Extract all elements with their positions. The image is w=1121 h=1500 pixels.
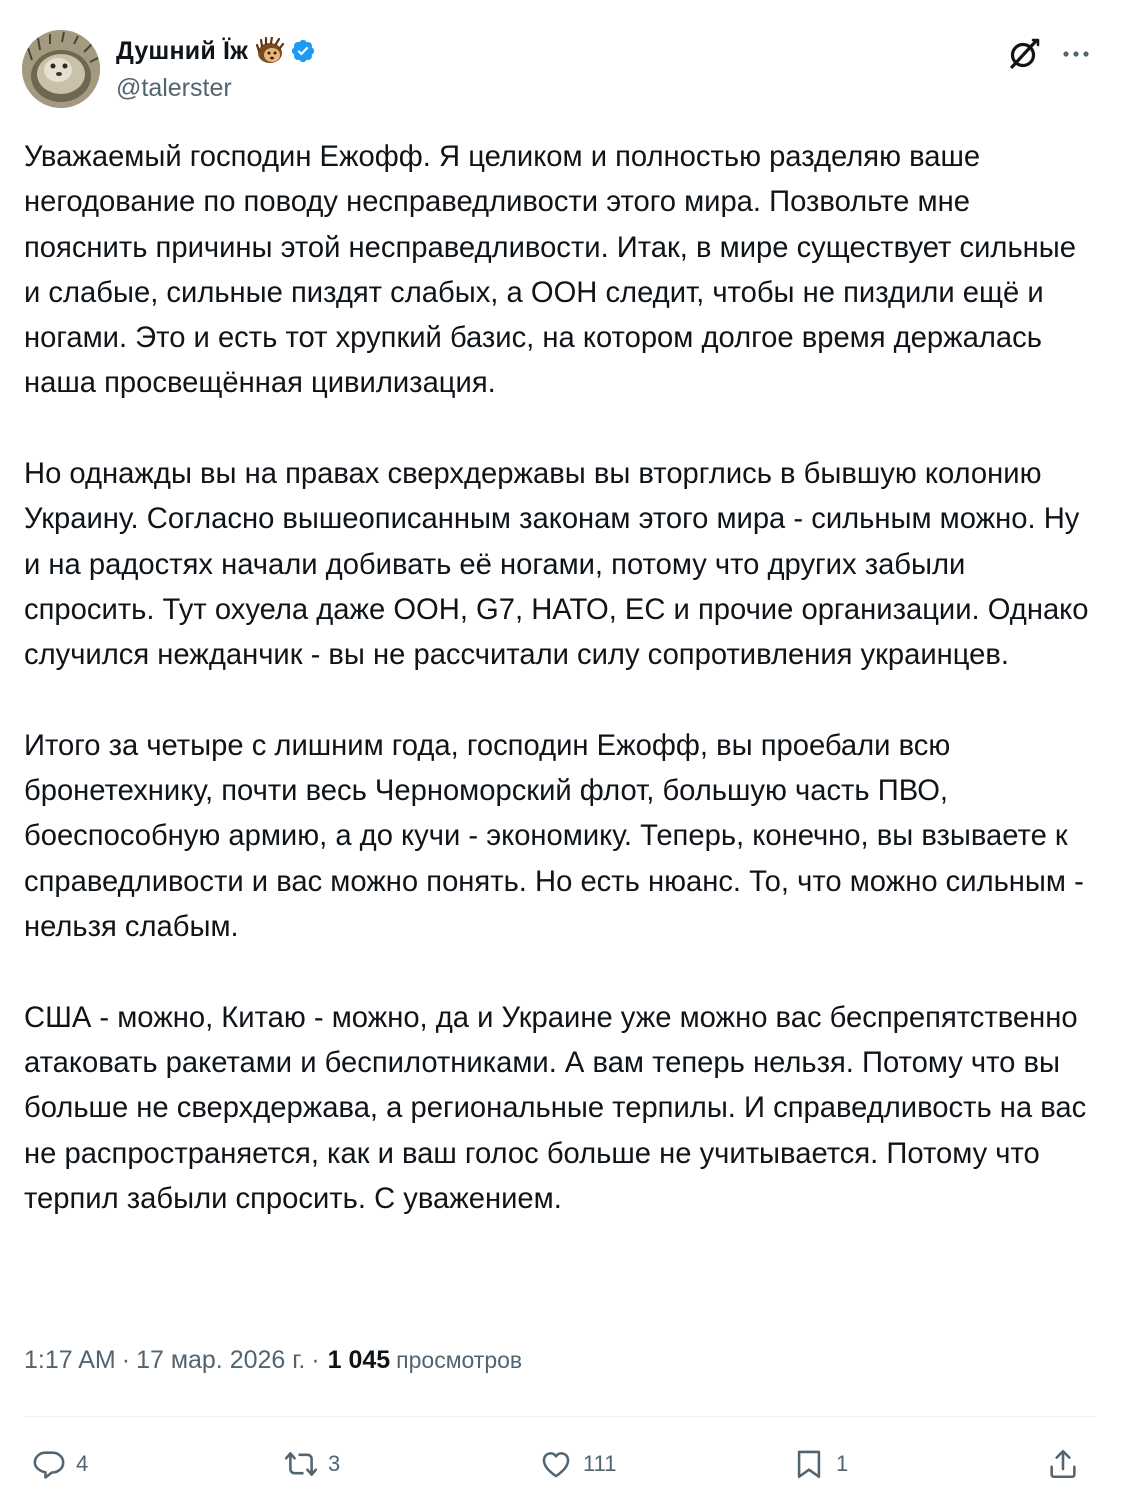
share-button[interactable] bbox=[1046, 1440, 1080, 1488]
verified-badge-icon[interactable] bbox=[290, 38, 316, 64]
grok-icon[interactable] bbox=[1006, 36, 1042, 72]
name-row bbox=[116, 36, 316, 66]
heart-icon bbox=[539, 1447, 573, 1481]
repost-button[interactable] bbox=[284, 1440, 340, 1488]
avatar[interactable] bbox=[22, 30, 100, 108]
bookmark-button[interactable] bbox=[792, 1440, 848, 1488]
tweet-paragraph: Итого за четыре с лишним года, господин Ежофф, вы проебали всю бронетехнику, почти весь Черноморский флот, большую часть ПВО, боеспособную армию, а до кучи - экономику. Теперь, конечно, вы взываете к справедливости и вас можно понять. Но есть нюанс. То, что можно сильным - нельзя слабым. bbox=[24, 729, 1084, 944]
repost-icon bbox=[284, 1447, 318, 1481]
repost-count: 3 bbox=[328, 1451, 341, 1476]
share-icon bbox=[1046, 1447, 1080, 1481]
tweet-paragraph: США - можно, Китаю - можно, да и Украине уже можно вас беспрепятственно атаковать ракетами и беспилотниками. А вам теперь нельзя. Потому что вы больше не сверхдержава, а региональные терпилы. И справедливость на вас не распространяется, как и ваш голос больше не учитывается. Потому что терпил забыли спросить. С уважением. bbox=[24, 1001, 1087, 1215]
tweet-time[interactable]: 1:17 AM bbox=[24, 1346, 116, 1374]
tweet-text bbox=[24, 135, 1099, 1222]
tweet-metadata bbox=[24, 1346, 522, 1375]
reply-count: 4 bbox=[76, 1451, 89, 1476]
tweet-header bbox=[22, 28, 1102, 108]
reply-button[interactable] bbox=[32, 1440, 88, 1488]
tweet-date[interactable]: 17 мар. 2026 г. bbox=[136, 1346, 306, 1374]
more-options-icon[interactable] bbox=[1058, 36, 1094, 72]
bookmark-icon bbox=[792, 1447, 826, 1481]
views-count: 1 045 bbox=[327, 1346, 391, 1374]
divider bbox=[24, 1416, 1096, 1417]
tweet-paragraph: Но однажды вы на правах сверхдержавы вы вторглись в бывшую колонию Украину. Согласно вышеописанным законам этого мира - сильным можно. Ну и на радостях начали добивать её ногами, потому что других забыли спросить. Тут охуела даже ООН, G7, НАТО, ЕС и прочие организации. Однако случился нежданчик - вы не рассчитали силу сопротивления украинцев. bbox=[24, 458, 1089, 672]
reply-icon bbox=[32, 1447, 66, 1481]
action-bar bbox=[24, 1440, 1096, 1488]
user-handle[interactable]: @talerster bbox=[116, 74, 232, 102]
avatar-image bbox=[22, 30, 100, 108]
views-label: просмотров bbox=[396, 1347, 523, 1373]
meta-separator: · bbox=[311, 1346, 320, 1374]
bookmark-count: 1 bbox=[836, 1451, 849, 1476]
like-button[interactable] bbox=[539, 1440, 616, 1488]
hedgehog-emoji-icon bbox=[256, 37, 284, 65]
tweet-paragraph: Уважаемый господин Ежофф. Я целиком и полностью разделяю ваше негодование по поводу несправедливости этого мира. Позвольте мне пояснить причины этой несправедливости. Итак, в мире существует сильные и слабые, сильные пиздят слабых, а ООН следит, чтобы не пиздили ещё и ногами. Это и есть тот хрупкий базис, на котором долгое время держалась наша просвещённая цивилизация. bbox=[24, 141, 1076, 400]
meta-separator: · bbox=[121, 1346, 131, 1374]
display-name[interactable]: Душний Їж bbox=[116, 36, 249, 65]
like-count: 111 bbox=[583, 1451, 617, 1476]
